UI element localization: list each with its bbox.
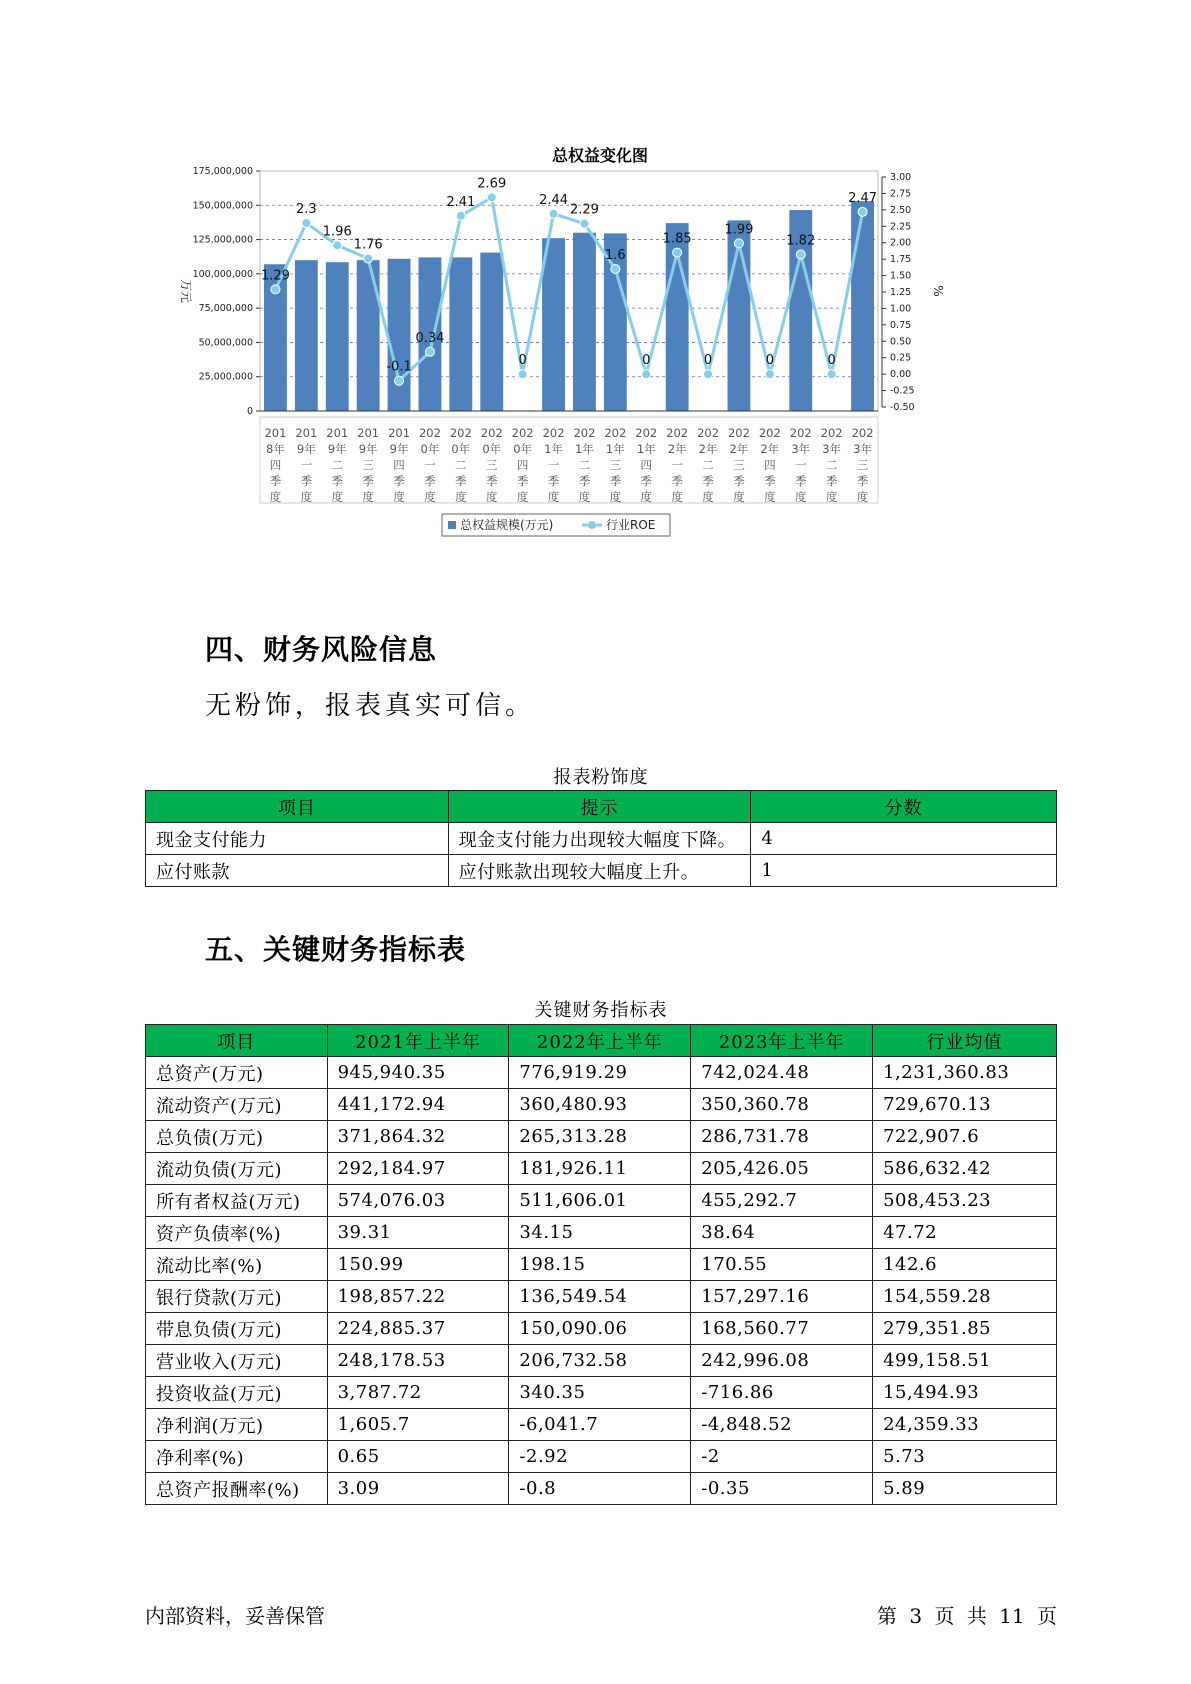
x-tick-label: 度 [331,490,343,504]
x-tick-label: 202 [573,426,596,440]
x-tick-label: 二 [825,458,838,472]
table-cell: 154,559.28 [873,1281,1057,1313]
y2-tick-label: -0.50 [890,402,915,413]
roe-data-label: 2.44 [539,192,569,208]
footer-confidential: 内部资料，妥善保管 [145,1604,325,1628]
table-cell: 574,076.03 [327,1185,509,1217]
roe-point [734,239,743,248]
roe-point [395,376,404,385]
table-cell: 350,360.78 [691,1089,873,1121]
x-tick-label: 9年 [327,442,347,456]
y2-axis-title: % [931,285,945,297]
x-tick-label: 3年 [822,442,842,456]
table-cell: -2 [691,1441,873,1473]
x-tick-label: 季 [856,474,869,488]
table-cell: 371,864.32 [327,1121,509,1153]
x-tick-label: 201 [326,426,349,440]
table-row [146,1345,1057,1377]
table-cell: 170.55 [691,1249,873,1281]
x-tick-label: 季 [795,474,807,488]
legend-bar-label: 总权益规模(万元) [460,518,554,532]
table-cell: 441,172.94 [327,1089,509,1121]
x-tick-label: 度 [733,490,745,504]
table-row [146,1089,1057,1121]
risk-table-caption: 报表粉饰度 [553,767,649,788]
x-tick-label: 季 [578,474,591,488]
x-tick-label: 季 [825,474,838,488]
roe-data-label: 0.34 [415,330,445,346]
x-tick-label: 度 [269,490,282,504]
roe-data-label: 0 [518,353,527,369]
table-cell: 应付账款 [146,855,449,887]
x-tick-label: 季 [671,474,683,488]
roe-point [704,370,713,379]
risk-header-score: 分数 [751,791,1057,823]
roe-point [271,285,280,294]
table-cell: 净利润(万元) [146,1409,328,1441]
x-tick-label: 度 [764,490,776,504]
table-row [146,1281,1057,1313]
table-cell: 136,549.54 [509,1281,691,1313]
table-cell: 722,907.6 [873,1121,1057,1153]
x-tick-label: 0年 [482,442,502,456]
x-tick-label: 季 [362,474,374,488]
table-cell: 206,732.58 [509,1345,691,1377]
table-cell: 157,297.16 [691,1281,873,1313]
table-cell: 455,292.7 [691,1185,873,1217]
equity-chart [170,135,1030,595]
x-tick-label: 度 [424,490,436,504]
x-tick-label: 三 [733,458,745,472]
table-cell: 286,731.78 [691,1121,873,1153]
y-tick-label: 75,000,000 [198,303,253,315]
table-cell: 带息负债(万元) [146,1313,328,1345]
roe-point [302,219,311,228]
table-cell: 360,480.93 [509,1089,691,1121]
roe-point [580,219,589,228]
equity-bar [295,260,318,411]
x-tick-label: 季 [486,474,498,488]
x-tick-label: 季 [393,474,405,488]
roe-point [487,193,496,202]
x-tick-label: 度 [516,490,529,504]
x-tick-label: 1年 [575,442,594,456]
x-tick-label: 度 [393,490,405,504]
risk-table [145,790,1057,887]
x-tick-label: 3年 [791,442,811,456]
equity-bar [326,262,349,411]
roe-data-label: 1.85 [662,231,692,247]
table-cell: 34.15 [509,1217,691,1249]
roe-point [796,250,805,259]
y2-tick-label: 2.00 [890,237,912,249]
table-cell: 508,453.23 [873,1185,1057,1217]
roe-data-label: 0 [703,353,713,369]
table-row [146,1057,1057,1089]
x-tick-label: 202 [542,426,565,440]
table-cell: 198.15 [509,1249,691,1281]
x-tick-label: 202 [635,426,658,440]
chart-title: 总权益变化图 [551,146,648,165]
roe-data-label: 1.82 [786,233,816,249]
x-tick-label: 3年 [853,442,872,456]
table-cell: -2.92 [509,1441,691,1473]
roe-data-label: 1.99 [724,222,754,238]
table-cell: 248,178.53 [327,1345,509,1377]
x-tick-label: 季 [300,474,313,488]
legend-bar-swatch [448,521,456,529]
x-tick-label: 度 [362,490,374,504]
table-cell: 945,940.35 [327,1057,509,1089]
kpi-header-industry: 行业均值 [873,1025,1057,1057]
equity-bar [573,233,596,411]
x-tick-label: 四 [516,458,529,472]
risk-header-item: 项目 [146,791,449,823]
roe-data-label: 2.3 [296,202,317,217]
roe-point [858,207,867,216]
x-tick-label: 度 [702,490,714,504]
x-tick-label: 度 [578,490,591,504]
table-cell: 499,158.51 [873,1345,1057,1377]
table-row [146,823,1057,855]
table-cell: 3,787.72 [327,1377,509,1409]
x-tick-label: 二 [331,458,343,472]
x-tick-label: 9年 [389,442,409,456]
x-tick-label: 9年 [358,442,378,456]
x-tick-label: 一 [424,458,436,472]
roe-point [549,209,558,218]
x-tick-label: 度 [455,490,467,504]
table-row [146,1121,1057,1153]
y-tick-label: 125,000,000 [192,234,253,246]
section4-heading: 四、财务风险信息 [205,633,438,666]
roe-point [425,347,434,356]
table-cell: 47.72 [873,1217,1057,1249]
roe-point [518,370,527,379]
roe-data-label: 0 [827,353,836,369]
table-cell: 总资产报酬率(%) [146,1473,328,1505]
table-cell: 流动负债(万元) [146,1153,328,1185]
y2-tick-label: 0.50 [890,336,912,348]
roe-data-label: 1.29 [260,268,290,284]
table-cell: 292,184.97 [327,1153,509,1185]
table-cell: 1,605.7 [327,1409,509,1441]
y-tick-label: 25,000,000 [198,371,253,383]
y2-tick-label: 1.00 [890,303,912,315]
table-cell: 流动比率(%) [146,1249,328,1281]
table-cell: 150,090.06 [509,1313,691,1345]
x-tick-label: 四 [269,458,282,472]
x-tick-label: 四 [640,458,652,472]
x-tick-label: 202 [789,426,812,440]
x-tick-label: 季 [609,474,622,488]
y2-tick-label: 2.50 [890,204,912,216]
x-tick-label: 202 [851,426,874,440]
table-cell: -0.8 [509,1473,691,1505]
x-tick-label: 202 [697,426,720,440]
table-cell: 1 [751,855,1057,887]
table-row [146,1473,1057,1505]
x-label-box [260,417,878,503]
y2-tick-label: 3.00 [890,172,912,183]
y2-tick-label: 0.25 [890,352,912,364]
kpi-header-item: 项目 [146,1025,328,1057]
x-tick-label: 季 [547,474,560,488]
x-tick-label: 三 [609,458,622,472]
table-cell: 现金支付能力出现较大幅度下降。 [448,823,751,855]
table-row [146,1409,1057,1441]
x-tick-label: 202 [480,426,503,440]
y2-tick-label: -0.25 [890,385,915,397]
x-tick-label: 2年 [698,442,718,456]
roe-data-label: 2.69 [477,176,507,192]
x-tick-label: 0年 [420,442,440,456]
table-cell: 39.31 [327,1217,509,1249]
x-tick-label: 201 [388,426,411,440]
equity-bar [480,253,503,411]
x-tick-label: 度 [795,490,807,504]
x-tick-label: 度 [609,490,622,504]
table-cell: -4,848.52 [691,1409,873,1441]
x-tick-label: 度 [640,490,652,504]
x-tick-label: 2年 [729,442,749,456]
table-cell: 742,024.48 [691,1057,873,1089]
x-tick-label: 1年 [636,442,656,456]
roe-data-label: 0 [642,353,651,369]
table-cell: 3.09 [327,1473,509,1505]
kpi-table-caption: 关键财务指标表 [534,1000,668,1021]
table-cell: 5.73 [873,1441,1057,1473]
table-cell: 729,670.13 [873,1089,1057,1121]
table-cell: 168,560.77 [691,1313,873,1345]
table-row [146,1441,1057,1473]
table-cell: 150.99 [327,1249,509,1281]
table-cell: 营业收入(万元) [146,1345,328,1377]
y-tick-label: 50,000,000 [198,337,253,349]
table-cell: 198,857.22 [327,1281,509,1313]
equity-chart-svg [170,135,1030,595]
x-tick-label: 202 [418,426,441,440]
roe-data-label: 2.29 [569,202,599,218]
table-cell: -0.35 [691,1473,873,1505]
x-tick-label: 9年 [296,442,316,456]
x-tick-label: 度 [486,490,498,504]
roe-point [611,265,620,274]
roe-point [456,211,465,220]
kpi-header-2023: 2023年上半年 [691,1025,873,1057]
table-cell: 279,351.85 [873,1313,1057,1345]
x-tick-label: 季 [516,474,529,488]
x-tick-label: 季 [764,474,776,488]
y2-tick-label: 1.25 [890,287,912,298]
y2-tick-label: 0.75 [890,319,912,331]
table-row [146,1377,1057,1409]
y2-tick-label: 1.50 [890,270,912,282]
x-tick-label: 202 [666,426,689,440]
table-cell: 242,996.08 [691,1345,873,1377]
x-tick-label: 季 [424,474,436,488]
x-tick-label: 201 [264,426,287,440]
kpi-header-2021: 2021年上半年 [327,1025,509,1057]
x-tick-label: 四 [764,458,776,472]
table-cell: 340.35 [509,1377,691,1409]
x-tick-label: 201 [357,426,380,440]
table-cell: 银行贷款(万元) [146,1281,328,1313]
kpi-header-2022: 2022年上半年 [509,1025,691,1057]
y2-tick-label: 0.00 [890,369,912,381]
table-row [146,1153,1057,1185]
x-tick-label: 度 [825,490,838,504]
x-tick-label: 202 [758,426,781,440]
x-tick-label: 202 [820,426,843,440]
y2-tick-label: 1.75 [890,254,912,266]
table-cell: 现金支付能力 [146,823,449,855]
table-cell: 142.6 [873,1249,1057,1281]
y-axis-title: 万元 [179,278,193,304]
x-tick-label: 三 [362,458,374,472]
x-tick-label: 一 [671,458,683,472]
x-tick-label: 三 [486,458,498,472]
section5-heading: 五、关键财务指标表 [205,933,467,966]
equity-bar [357,260,380,411]
x-tick-label: 0年 [451,442,471,456]
table-cell: 205,426.05 [691,1153,873,1185]
table-cell: 总负债(万元) [146,1121,328,1153]
roe-point [364,254,373,263]
table-cell: 总资产(万元) [146,1057,328,1089]
roe-point [642,370,651,379]
x-tick-label: 度 [856,490,869,504]
roe-point [765,370,774,379]
risk-header-hint: 提示 [448,791,751,823]
table-cell: -6,041.7 [509,1409,691,1441]
table-cell: 511,606.01 [509,1185,691,1217]
x-tick-label: 度 [671,490,683,504]
table-cell: 5.89 [873,1473,1057,1505]
table-row [146,1217,1057,1249]
x-tick-label: 二 [702,458,714,472]
section4-text: 无粉饰，报表真实可信。 [205,691,536,721]
y-tick-label: 150,000,000 [192,200,253,212]
x-tick-label: 2年 [667,442,687,456]
x-tick-label: 202 [604,426,627,440]
x-tick-label: 202 [449,426,472,440]
roe-data-label: 1.76 [353,237,383,253]
table-row [146,1249,1057,1281]
x-tick-label: 三 [856,458,869,472]
equity-bar [542,238,565,411]
table-cell: 应付账款出现较大幅度上升。 [448,855,751,887]
x-tick-label: 2年 [760,442,780,456]
table-cell: 0.65 [327,1441,509,1473]
roe-data-label: 2.41 [446,194,476,210]
table-cell: 224,885.37 [327,1313,509,1345]
risk-table-header [146,791,1057,823]
roe-point [827,370,836,379]
y-tick-label: 0 [246,406,253,417]
table-cell: 38.64 [691,1217,873,1249]
table-cell: 265,313.28 [509,1121,691,1153]
table-cell: -716.86 [691,1377,873,1409]
y-tick-label: 100,000,000 [192,268,253,280]
table-cell: 投资收益(万元) [146,1377,328,1409]
x-tick-label: 度 [300,490,313,504]
x-tick-label: 202 [511,426,534,440]
table-cell: 181,926.11 [509,1153,691,1185]
y-tick-label: 175,000,000 [192,166,253,177]
x-tick-label: 8年 [266,442,285,456]
roe-data-label: -0.1 [386,359,412,375]
x-tick-label: 1年 [605,442,625,456]
x-tick-label: 202 [727,426,750,440]
kpi-table-header [146,1025,1057,1057]
y2-tick-label: 2.75 [890,188,912,200]
table-row [146,1185,1057,1217]
x-tick-label: 一 [547,458,560,472]
x-tick-label: 一 [300,458,313,472]
x-tick-label: 季 [702,474,714,488]
table-row [146,855,1057,887]
table-cell: 流动资产(万元) [146,1089,328,1121]
x-tick-label: 季 [455,474,467,488]
x-tick-label: 季 [733,474,745,488]
x-tick-label: 二 [455,458,467,472]
table-cell: 24,359.33 [873,1409,1057,1441]
roe-data-label: 2.47 [848,190,878,206]
legend-line-marker [588,521,596,529]
x-tick-label: 季 [331,474,343,488]
roe-data-label: 1.6 [605,248,626,263]
equity-bar [388,259,411,411]
table-cell: 所有者权益(万元) [146,1185,328,1217]
table-cell: 1,231,360.83 [873,1057,1057,1089]
footer-page-number: 第 3 页 共 11 页 [877,1604,1057,1628]
roe-data-label: 1.96 [322,224,352,240]
x-tick-label: 四 [393,458,405,472]
x-tick-label: 季 [640,474,652,488]
kpi-table [145,1024,1057,1505]
table-cell: 15,494.93 [873,1377,1057,1409]
roe-point [673,248,682,257]
table-row [146,1313,1057,1345]
x-tick-label: 1年 [544,442,563,456]
x-tick-label: 二 [578,458,591,472]
equity-bar [449,257,472,411]
table-cell: 776,919.29 [509,1057,691,1089]
equity-bar [851,201,874,411]
table-cell: 4 [751,823,1057,855]
legend-line-label: 行业ROE [606,518,656,532]
table-cell: 净利率(%) [146,1441,328,1473]
roe-point [333,241,342,250]
x-tick-label: 度 [547,490,560,504]
table-cell: 586,632.42 [873,1153,1057,1185]
x-tick-label: 201 [295,426,318,440]
y2-tick-label: 2.25 [890,221,912,233]
roe-data-label: 0 [765,353,774,369]
x-tick-label: 0年 [513,442,533,456]
table-cell: 资产负债率(%) [146,1217,328,1249]
x-tick-label: 一 [795,458,807,472]
x-tick-label: 季 [269,474,282,488]
